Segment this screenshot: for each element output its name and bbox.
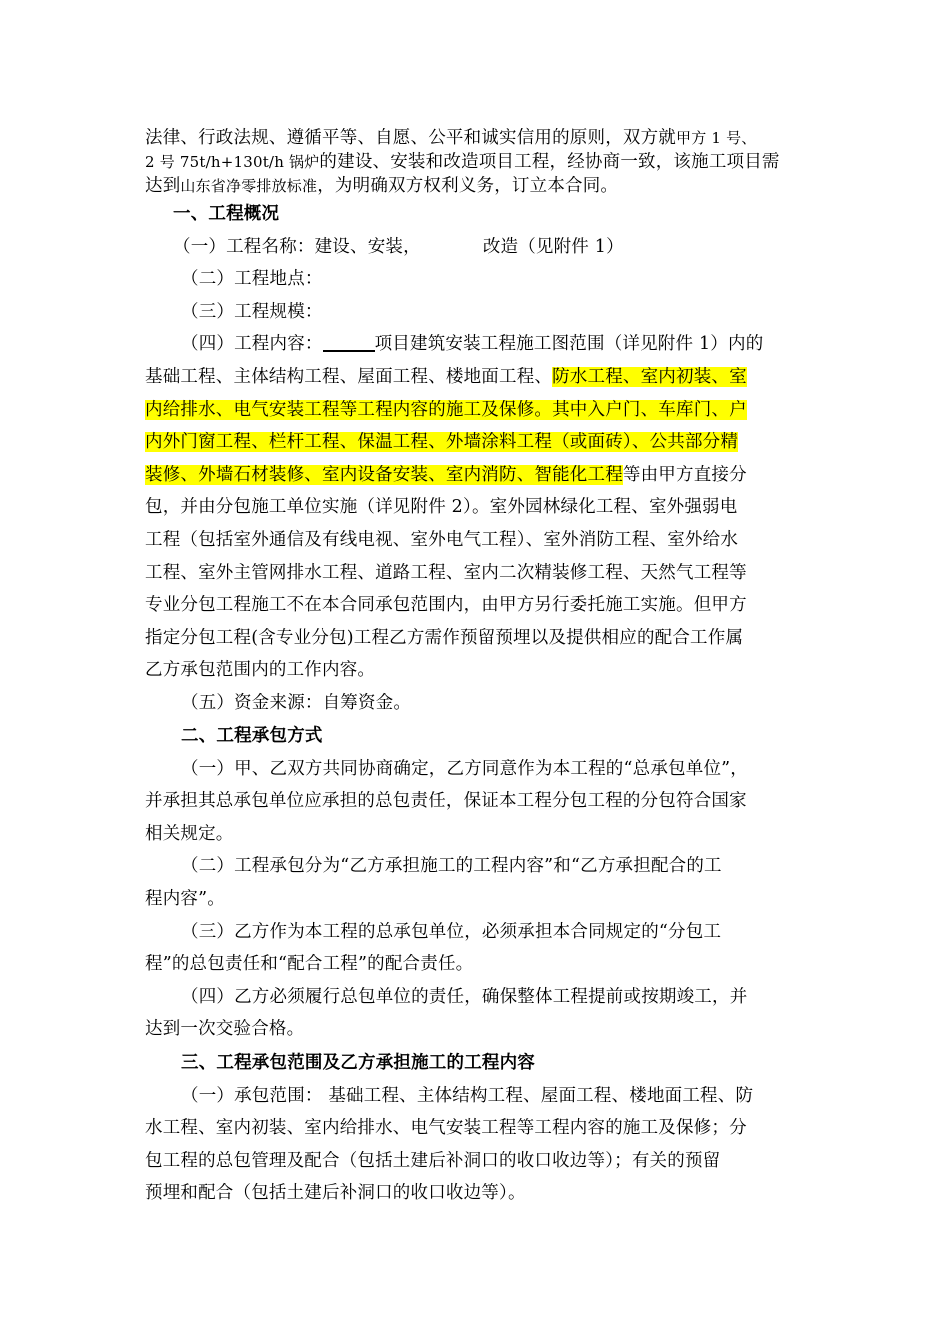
intro-paragraph [145, 126, 815, 198]
s2-p4-line-2: 达到一次交验合格。 [145, 1019, 305, 1040]
highlighted-text: 防水工程、室内初装、室 [552, 366, 747, 387]
intro-line-1 [145, 126, 815, 150]
content-line-6: 包，并由分包施工单位实施（详见附件 2）。室外园林绿化工程、室外强弱电 [145, 497, 738, 518]
content-line-5 [145, 459, 815, 492]
section-3 [145, 1047, 815, 1210]
s2-p3-line-2: 程”的总包责任和“配合工程”的配合责任。 [145, 954, 474, 975]
intro-text-1: 法律、行政法规、遵循平等、自愿、公平和诚实信用的原则，双方就 [145, 128, 676, 148]
content-line-10: 指定分包工程(含专业分包)工程乙方需作预留预埋以及提供相应的配合工作属 [145, 627, 744, 648]
section-1-heading: 一、工程概况 [173, 204, 280, 224]
s2-p3-line-1: （三）乙方作为本工程的总承包单位，必须承担本合同规定的“分包工 [181, 921, 722, 942]
section-2 [145, 720, 815, 1046]
s2-p4-line-1: （四）乙方必须履行总包单位的责任，确保整体工程提前或按期竣工，并 [181, 986, 748, 1007]
s2-p1-line-3: 相关规定。 [145, 823, 234, 844]
highlighted-text: 内给排水、电气安装工程等工程内容的施工及保修。其中入户门、车库门、户 [145, 399, 747, 420]
section-1 [145, 198, 815, 720]
content-line-2 [145, 361, 815, 394]
section-3-heading: 三、工程承包范围及乙方承担施工的工程内容 [181, 1053, 535, 1073]
section-2-heading: 二、工程承包方式 [181, 726, 323, 746]
project-name-suffix: 改造（见附件 1） [482, 236, 624, 257]
intro-text-7: ，为明确双方权利义务，订立本合同。 [317, 176, 619, 196]
s3-line-1: （一）承包范围： 基础工程、主体结构工程、屋面工程、楼地面工程、防 [181, 1085, 754, 1106]
content-text: （四）工程内容： [181, 334, 323, 355]
s2-p2-line-2: 程内容”。 [145, 888, 225, 909]
s3-line-3: 包工程的总包管理及配合（包括土建后补洞口的收口收边等）；有关的预留 [145, 1150, 721, 1171]
project-content [145, 328, 815, 687]
content-line-9: 专业分包工程施工不在本合同承包范围内，由甲方另行委托施工实施。但甲方 [145, 595, 747, 616]
s2-p2-line-1: （二）工程承包分为“乙方承担施工的工程内容”和“乙方承担配合的工 [181, 856, 722, 877]
project-location-line: （二）工程地点： [181, 269, 323, 290]
intro-text-2: 甲方 1 号、 [676, 129, 757, 147]
project-name-label: （一）工程名称：建设、安装， [173, 236, 421, 257]
highlighted-text: 装修、外墙石材装修、室内设备安装、室内消防、智能化工程 [145, 464, 623, 485]
s2-p1-line-2: 并承担其总承包单位应承担的总包责任，保证本工程分包工程的分包符合国家 [145, 791, 747, 812]
intro-text-5: 达到 [145, 176, 181, 196]
intro-text-3: 2 号 75t/h+130t/h 锅炉 [145, 153, 320, 171]
s3-line-4: 预埋和配合（包括土建后补洞口的收口收边等）。 [145, 1183, 526, 1204]
project-scale-line: （三）工程规模： [181, 301, 323, 322]
content-text: 项目建筑安装工程施工图范围（详见附件 1）内的 [374, 334, 764, 355]
content-line-11: 乙方承包范围内的工作内容。 [145, 660, 376, 681]
content-line-1 [145, 328, 815, 361]
intro-text-4: 的建设、安装和改造项目工程，经协商一致，该施工项目需 [319, 152, 780, 172]
intro-line-3 [145, 174, 815, 198]
intro-text-6: 山东省净零排放标准 [180, 177, 318, 195]
content-line-4 [145, 426, 815, 459]
content-line-3 [145, 394, 815, 427]
blank-underline [323, 332, 375, 352]
s3-line-2: 水工程、室内初装、室内给排水、电气安装工程等工程内容的施工及保修；分 [145, 1118, 747, 1139]
project-name-line [145, 231, 815, 264]
funding-line: （五）资金来源：自筹资金。 [181, 692, 412, 713]
intro-line-2 [145, 150, 815, 174]
highlighted-text: 内外门窗工程、栏杆工程、保温工程、外墙涂料工程（或面砖）、公共部分精 [145, 432, 739, 453]
content-line-7: 工程（包括室外通信及有线电视、室外电气工程）、室外消防工程、室外给水 [145, 529, 739, 550]
s2-p1-line-1: （一）甲、乙双方共同协商确定，乙方同意作为本工程的“总承包单位”， [181, 758, 748, 779]
content-text: 基础工程、主体结构工程、屋面工程、楼地面工程、 [145, 366, 553, 387]
content-line-8: 工程、室外主管网排水工程、道路工程、室内二次精装修工程、天然气工程等 [145, 562, 747, 583]
content-text: 等由甲方直接分 [622, 464, 747, 485]
